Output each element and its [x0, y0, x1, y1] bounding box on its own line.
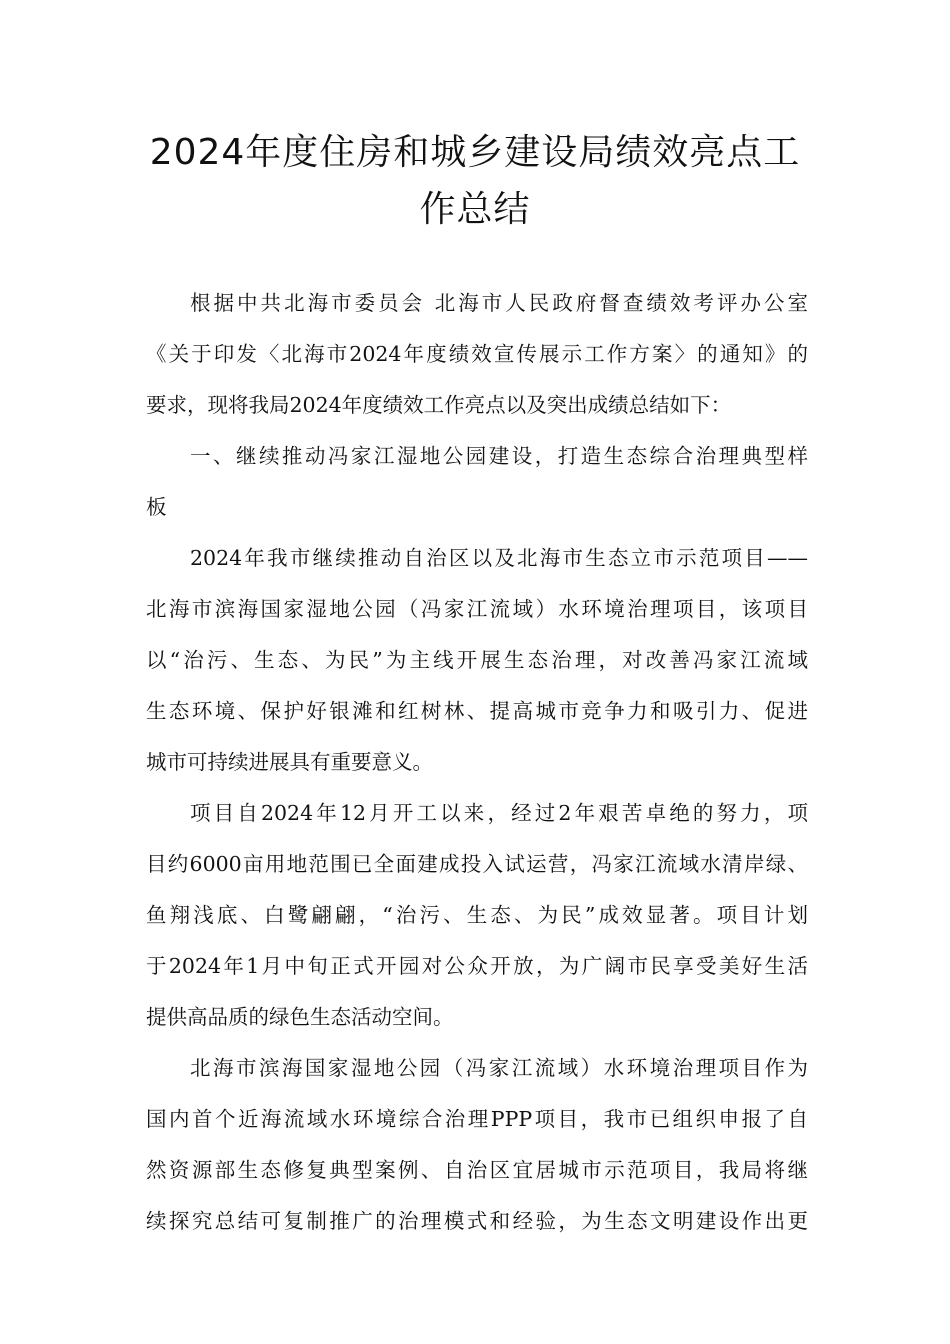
text-line: 鱼翔浅底、白鹭翩翩，“治污、生态、为民”成效显著。项目计划	[146, 903, 808, 927]
text-line: 于2024年1月中旬正式开园对公众开放，为广阔市民享受美好生活	[146, 954, 808, 978]
title-line: 作总结	[419, 189, 531, 230]
text-line: 北海市滨海国家湿地公园（冯家江流域）水环境治理项目作为	[190, 1056, 808, 1080]
text-line: 然资源部生态修复典型案例、自治区宜居城市示范项目，我局将继	[146, 1158, 808, 1182]
text-line: 以“治污、生态、为民”为主线开展生态治理，对改善冯家江流域	[146, 648, 808, 672]
section-heading	[146, 431, 808, 533]
text-line: 要求，现将我局2024年度绩效工作亮点以及突出成绩总结如下：	[146, 393, 732, 417]
text-line: 2024年我市继续推动自治区以及北海市生态立市示范项目——	[190, 546, 808, 570]
text-line: 一、继续推动冯家江湿地公园建设，打造生态综合治理典型样	[190, 444, 808, 468]
document-body	[146, 278, 808, 1247]
text-line: 板	[146, 495, 167, 519]
text-line: 目约6000亩用地范围已全面建成投入试运营，冯家江流域水清岸绿、	[146, 852, 808, 876]
paragraph-progress	[146, 788, 808, 1043]
text-line: 续探究总结可复制推广的治理模式和经验，为生态文明建设作出更	[146, 1209, 808, 1233]
text-line: 北海市滨海国家湿地公园（冯家江流域）水环境治理项目，该项目	[146, 597, 808, 621]
text-line: 国内首个近海流域水环境综合治理PPP项目，我市已组织申报了自	[146, 1107, 808, 1131]
text-line: 生态环境、保护好银滩和红树林、提高城市竞争力和吸引力、促进	[146, 699, 808, 723]
text-line: 项目自2024年12月开工以来，经过2年艰苦卓绝的努力，项	[190, 801, 808, 825]
text-line: 根据中共北海市委员会 北海市人民政府督查绩效考评办公室	[190, 291, 808, 315]
text-line: 《关于印发〈北海市2024年度绩效宣传展示工作方案〉的通知》的	[146, 342, 808, 366]
text-line: 城市可持续进展具有重要意义。	[146, 750, 433, 774]
text-line: 提供高品质的绿色生态活动空间。	[146, 1005, 454, 1029]
paragraph-intro	[146, 278, 808, 431]
paragraph-ppp	[146, 1043, 808, 1247]
paragraph-project	[146, 533, 808, 788]
document-title	[100, 124, 850, 238]
title-line: 2024年度住房和城乡建设局绩效亮点工	[149, 132, 801, 173]
